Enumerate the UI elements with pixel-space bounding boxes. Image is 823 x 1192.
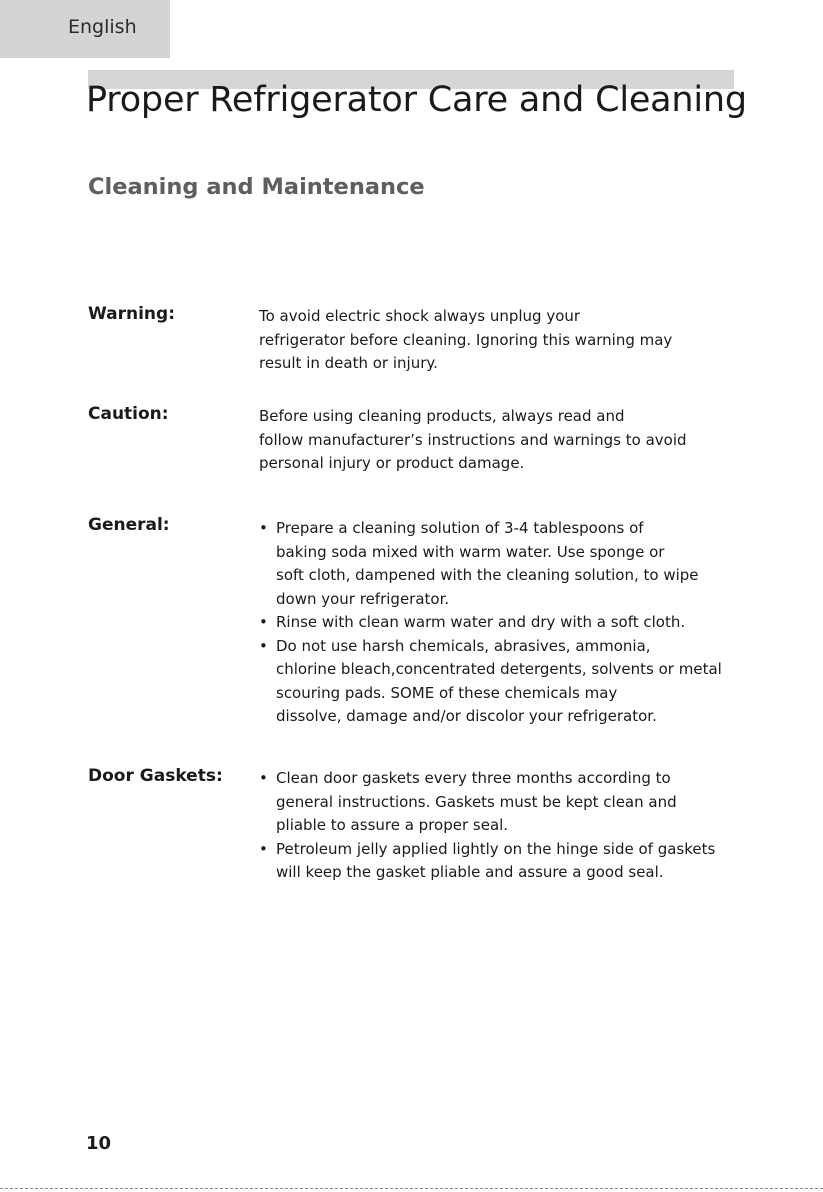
- warning-label: Warning:: [88, 304, 176, 324]
- warning-line: refrigerator before cleaning. Ignoring this warning may: [259, 330, 673, 349]
- bullet-line: soft cloth, dampened with the cleaning solution, to wipe: [276, 566, 699, 584]
- bullet-line: general instructions. Gaskets must be kept clean and: [276, 792, 677, 811]
- bullet-line: Rinse with clean warm water and dry with a soft cloth.: [276, 613, 686, 631]
- bullet-dot: •: [259, 613, 268, 631]
- bullet-dot: •: [259, 519, 268, 537]
- warning-line: To avoid electric shock always unplug your: [259, 307, 581, 325]
- bullet-line: Petroleum jelly applied lightly on the hinge side of gaskets: [276, 839, 716, 858]
- bullet-line: chlorine bleach,concentrated detergents, solvents or metal: [276, 660, 722, 678]
- section-title: Cleaning and Maintenance: [88, 174, 425, 200]
- general-label: General:: [88, 515, 170, 535]
- bullet-line: down your refrigerator.: [276, 589, 450, 608]
- general-text: [259, 517, 749, 729]
- footer-divider: [0, 1188, 823, 1189]
- list-item: [259, 635, 749, 729]
- warning-text: [259, 305, 749, 376]
- language-tab: [0, 0, 170, 58]
- bullet-line: Clean door gaskets every three months according to: [276, 769, 671, 787]
- bullet-dot: •: [259, 839, 268, 858]
- page-title: Proper Refrigerator Care and Cleaning: [86, 80, 747, 120]
- caution-label: Caution:: [88, 404, 169, 424]
- bullet-dot: •: [259, 769, 268, 787]
- bullet-line: Do not use harsh chemicals, abrasives, ammonia,: [276, 636, 651, 655]
- list-item: [259, 767, 749, 838]
- bullet-line: pliable to assure a proper seal.: [276, 816, 509, 834]
- list-item: [259, 517, 749, 611]
- page-number: 10: [86, 1133, 112, 1154]
- bullet-line: dissolve, damage and/or discolor your refrigerator.: [276, 707, 657, 725]
- door-gaskets-label: Door Gaskets:: [88, 766, 223, 786]
- warning-line: result in death or injury.: [259, 354, 438, 372]
- general-bullet-list: [259, 517, 749, 729]
- list-item: [259, 838, 749, 885]
- bullet-line: Prepare a cleaning solution of 3-4 tablespoons of: [276, 519, 644, 537]
- bullet-line: scouring pads. SOME of these chemicals may: [276, 683, 618, 702]
- caution-text: [259, 405, 749, 476]
- door-gaskets-text: [259, 767, 749, 885]
- bullet-line: will keep the gasket pliable and assure a good seal.: [276, 863, 664, 881]
- list-item: [259, 611, 749, 635]
- caution-line: follow manufacturer’s instructions and warnings to avoid: [259, 430, 687, 449]
- caution-line: personal injury or product damage.: [259, 454, 525, 472]
- bullet-line: baking soda mixed with warm water. Use sponge or: [276, 542, 665, 561]
- bullet-dot: •: [259, 636, 268, 655]
- caution-line: Before using cleaning products, always read and: [259, 407, 625, 425]
- door-gaskets-bullet-list: [259, 767, 749, 885]
- language-label: English: [68, 16, 137, 38]
